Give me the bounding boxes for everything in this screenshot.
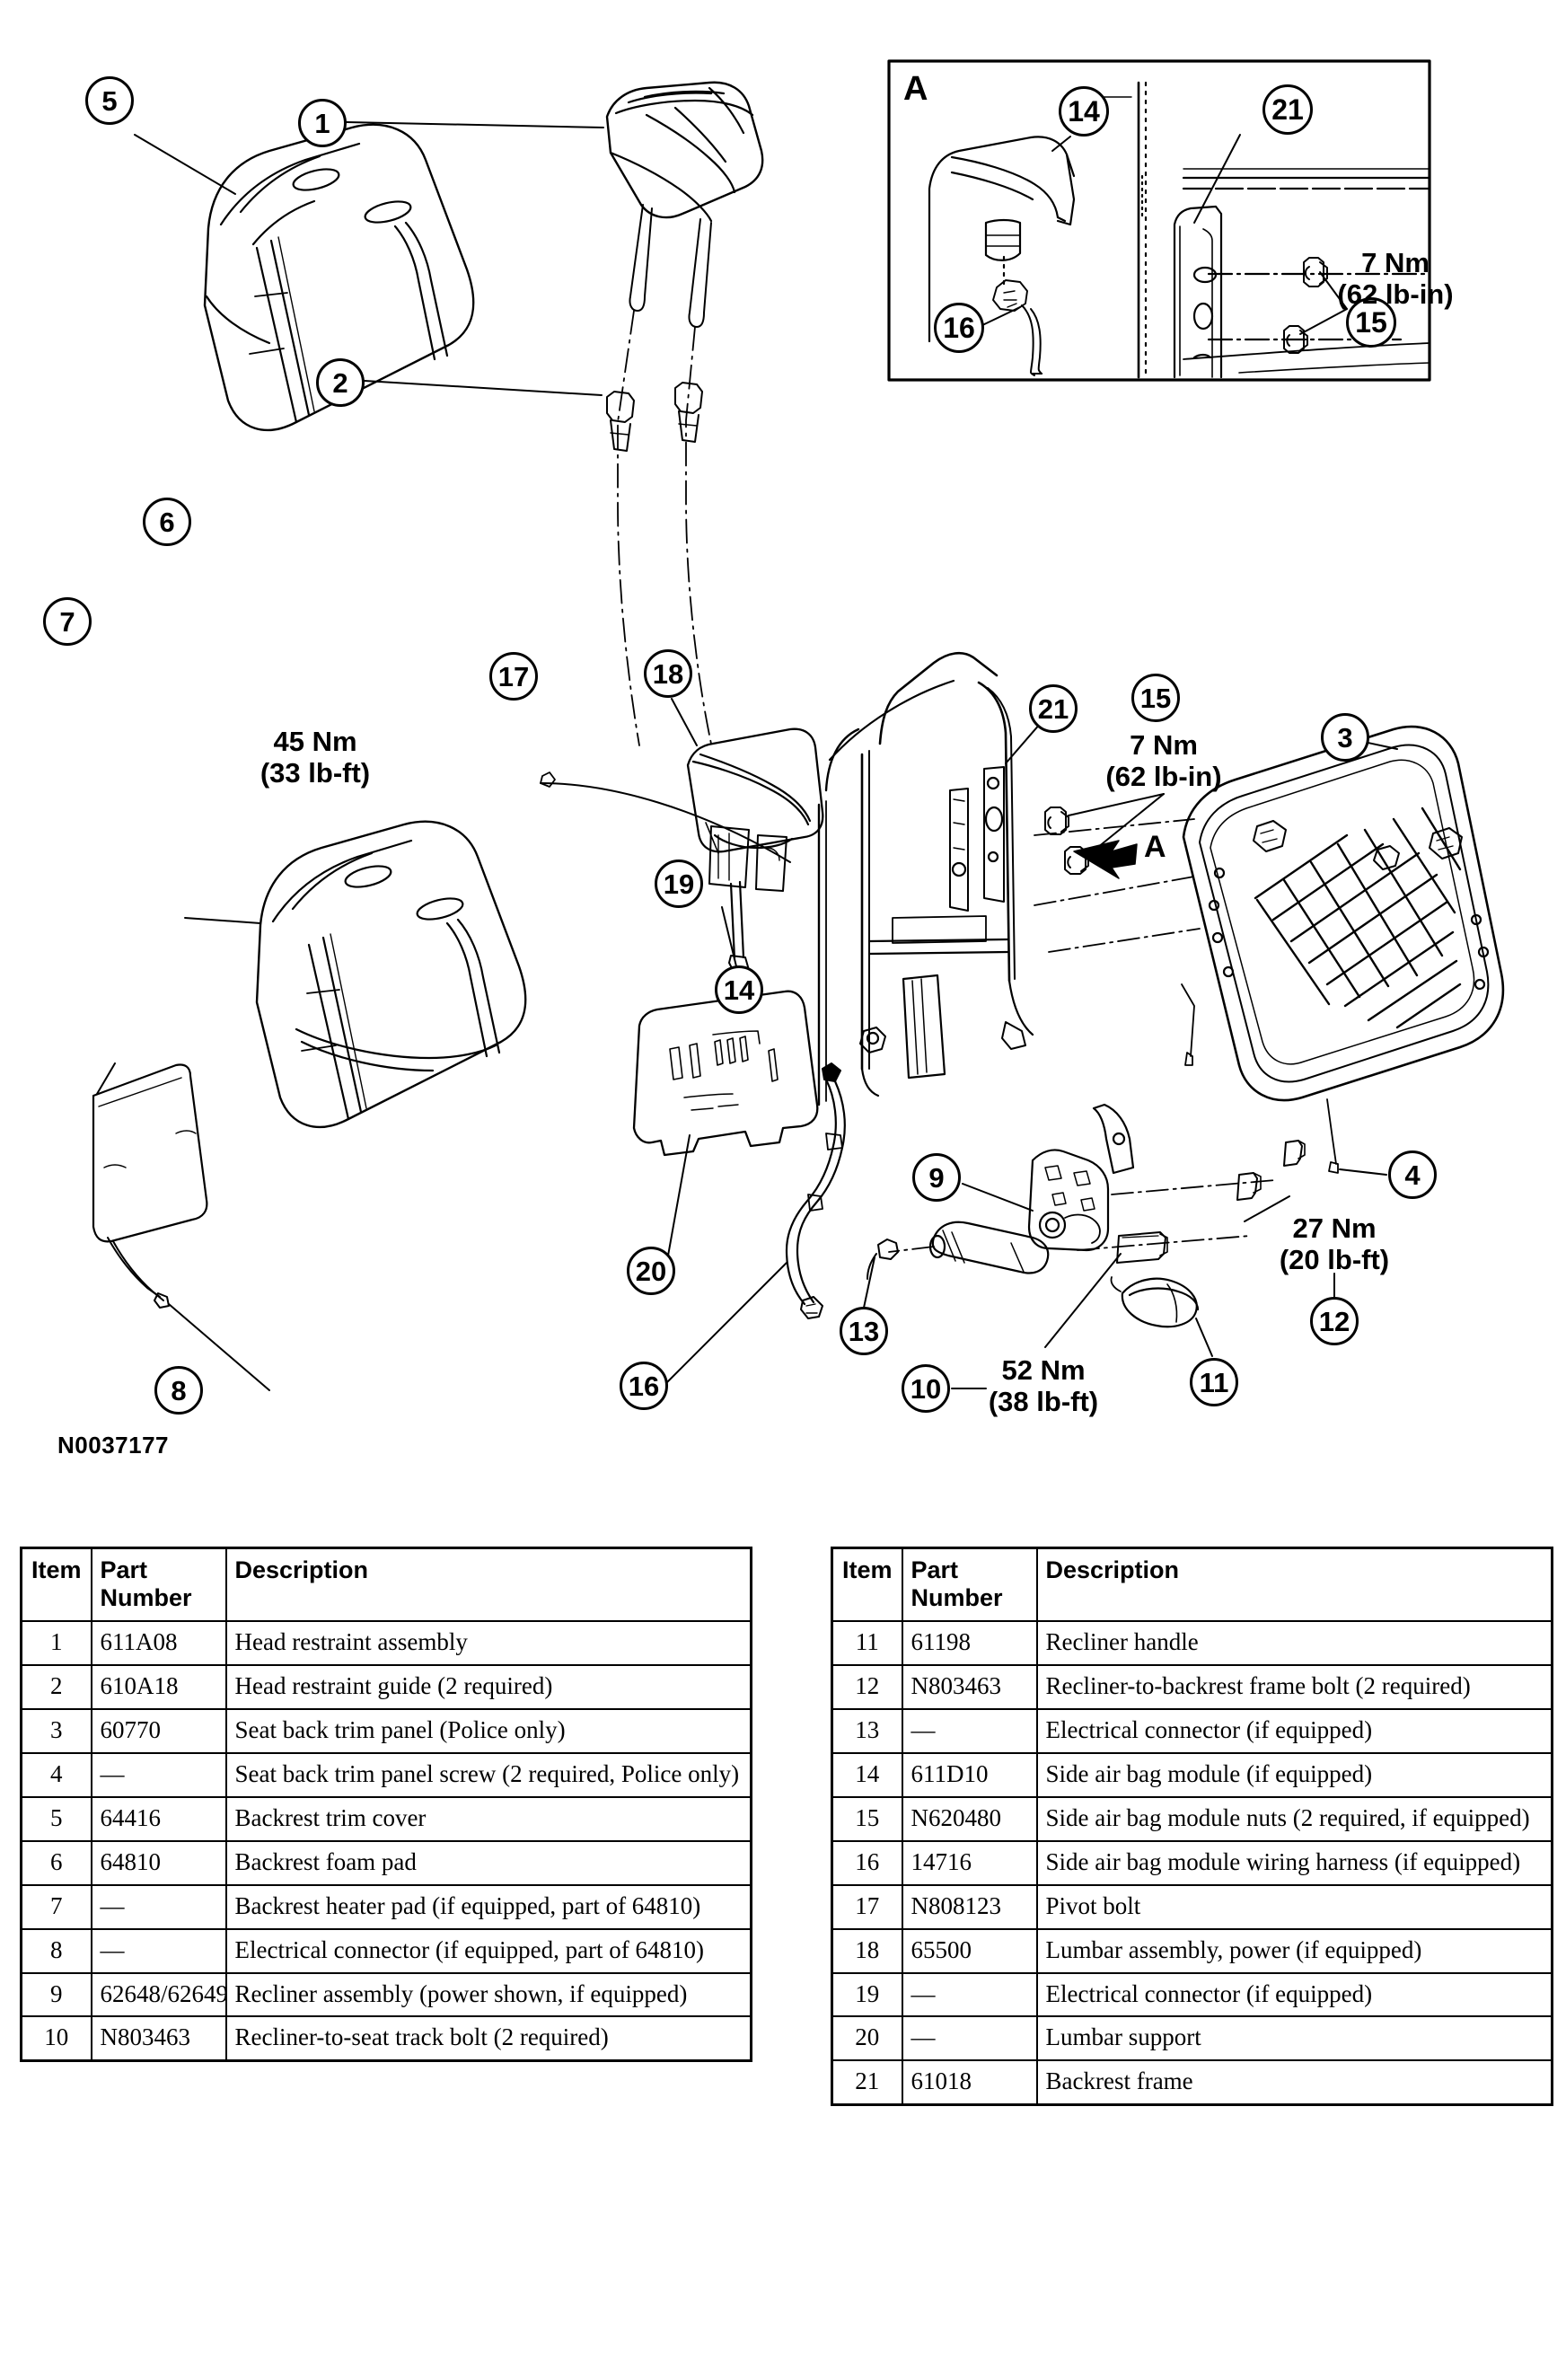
- callout-balloon-19[interactable]: 19: [655, 859, 703, 908]
- cell-description: Lumbar support: [1037, 2016, 1553, 2060]
- callout-balloon-20[interactable]: 20: [627, 1247, 675, 1295]
- parts-table-right: [831, 1547, 1553, 2106]
- cell-part-number: N808123: [902, 1885, 1037, 1929]
- callout-balloon-16[interactable]: 16: [620, 1362, 668, 1410]
- column-header-item: Item: [832, 1548, 902, 1622]
- inset-callout-balloon-21[interactable]: 21: [1262, 84, 1313, 135]
- table-row: [832, 1621, 1553, 1665]
- callout-balloon-15[interactable]: 15: [1131, 674, 1180, 722]
- table-row: [832, 1885, 1553, 1929]
- cell-description: Side air bag module nuts (2 required, if equipped): [1037, 1797, 1553, 1841]
- cell-item: 20: [832, 2016, 902, 2060]
- table-header-row: [22, 1548, 752, 1622]
- cell-item: 15: [832, 1797, 902, 1841]
- table-row: [22, 1885, 752, 1929]
- cell-item: 17: [832, 1885, 902, 1929]
- cell-part-number: 64416: [92, 1797, 226, 1841]
- callout-balloon-8[interactable]: 8: [154, 1366, 203, 1415]
- torque-nm-value: 7 Nm: [1130, 729, 1198, 761]
- callout-balloon-12[interactable]: 12: [1310, 1297, 1359, 1345]
- table-row: [22, 1797, 752, 1841]
- parts-table-right-body: [832, 1621, 1553, 2105]
- table-row: [22, 1621, 752, 1665]
- inset-section-letter: A: [903, 70, 928, 108]
- drawing-number: N0037177: [57, 1432, 169, 1459]
- callout-balloon-11[interactable]: 11: [1190, 1358, 1238, 1406]
- cell-description: Head restraint guide (2 required): [226, 1665, 752, 1709]
- callout-balloon-14[interactable]: 14: [715, 965, 763, 1014]
- parts-table-left: [20, 1547, 752, 2062]
- cell-description: Recliner handle: [1037, 1621, 1553, 1665]
- table-row: [22, 1973, 752, 2017]
- cell-item: 5: [22, 1797, 92, 1841]
- cell-part-number: —: [92, 1929, 226, 1973]
- cell-description: Backrest trim cover: [226, 1797, 752, 1841]
- cell-description: Electrical connector (if equipped): [1037, 1709, 1553, 1753]
- table-row: [22, 1929, 752, 1973]
- table-row: [832, 1973, 1553, 2017]
- cell-item: 7: [22, 1885, 92, 1929]
- torque-spec-track-bolt: [925, 1354, 1162, 1418]
- torque-nm-value: 7 Nm: [1361, 247, 1430, 278]
- cell-item: 8: [22, 1929, 92, 1973]
- section-arrow-letter: A: [1144, 830, 1166, 864]
- cell-item: 16: [832, 1841, 902, 1885]
- callout-balloon-17[interactable]: 17: [489, 652, 538, 701]
- torque-lb-value: (38 lb-ft): [988, 1386, 1099, 1418]
- cell-item: 6: [22, 1841, 92, 1885]
- cell-part-number: 611D10: [902, 1753, 1037, 1797]
- cell-description: Electrical connector (if equipped, part of 64810): [226, 1929, 752, 1973]
- column-header-part-number: Part Number: [92, 1548, 226, 1622]
- table-row: [832, 1753, 1553, 1797]
- parts-table-left-body: [22, 1621, 752, 2061]
- cell-part-number: 61018: [902, 2060, 1037, 2104]
- cell-description: Pivot bolt: [1037, 1885, 1553, 1929]
- table-row: [832, 2060, 1553, 2104]
- cell-description: Electrical connector (if equipped): [1037, 1973, 1553, 2017]
- table-row: [832, 1709, 1553, 1753]
- table-row: [832, 2016, 1553, 2060]
- table-row: [832, 1841, 1553, 1885]
- table-row: [22, 1753, 752, 1797]
- cell-description: Lumbar assembly, power (if equipped): [1037, 1929, 1553, 1973]
- torque-spec-pivot-bolt: [176, 726, 454, 789]
- cell-part-number: —: [902, 2016, 1037, 2060]
- cell-description: Backrest frame: [1037, 2060, 1553, 2104]
- cell-description: Side air bag module wiring harness (if equipped): [1037, 1841, 1553, 1885]
- torque-lb-value: (62 lb-in): [1105, 761, 1222, 793]
- cell-description: Head restraint assembly: [226, 1621, 752, 1665]
- cell-item: 10: [22, 2016, 92, 2060]
- table-header-row: [832, 1548, 1553, 1622]
- inset-callout-balloon-15[interactable]: 15: [1346, 297, 1396, 348]
- cell-item: 1: [22, 1621, 92, 1665]
- callout-balloon-10[interactable]: 10: [902, 1364, 950, 1413]
- callout-balloon-2[interactable]: 2: [316, 358, 365, 407]
- callout-balloon-21[interactable]: 21: [1029, 684, 1078, 733]
- callout-balloon-13[interactable]: 13: [840, 1307, 888, 1355]
- cell-item: 2: [22, 1665, 92, 1709]
- cell-description: Recliner assembly (power shown, if equipped): [226, 1973, 752, 2017]
- cell-item: 18: [832, 1929, 902, 1973]
- callout-balloon-6[interactable]: 6: [143, 498, 191, 546]
- inset-torque-spec-airbag-nuts: [1284, 247, 1507, 311]
- cell-part-number: 65500: [902, 1929, 1037, 1973]
- torque-lb-value: (33 lb-ft): [260, 757, 371, 789]
- table-row: [22, 1709, 752, 1753]
- inset-callout-balloon-16[interactable]: 16: [934, 303, 984, 353]
- cell-item: 11: [832, 1621, 902, 1665]
- callout-balloon-18[interactable]: 18: [644, 649, 692, 698]
- table-row: [22, 2016, 752, 2060]
- cell-part-number: 14716: [902, 1841, 1037, 1885]
- torque-spec-backrest-bolt: [1216, 1212, 1453, 1276]
- cell-item: 21: [832, 2060, 902, 2104]
- cell-item: 4: [22, 1753, 92, 1797]
- cell-part-number: —: [92, 1753, 226, 1797]
- cell-item: 14: [832, 1753, 902, 1797]
- cell-part-number: N620480: [902, 1797, 1037, 1841]
- callout-balloon-7[interactable]: 7: [43, 597, 92, 646]
- torque-spec-airbag-nuts: [1045, 729, 1282, 793]
- cell-part-number: 61198: [902, 1621, 1037, 1665]
- column-header-description: Description: [226, 1548, 752, 1622]
- callout-balloon-1[interactable]: 1: [298, 99, 347, 147]
- cell-item: 19: [832, 1973, 902, 2017]
- cell-item: 3: [22, 1709, 92, 1753]
- cell-description: Backrest foam pad: [226, 1841, 752, 1885]
- column-header-item: Item: [22, 1548, 92, 1622]
- cell-item: 9: [22, 1973, 92, 2017]
- cell-description: Backrest heater pad (if equipped, part of 64810): [226, 1885, 752, 1929]
- column-header-description: Description: [1037, 1548, 1553, 1622]
- callout-balloon-9[interactable]: 9: [912, 1153, 961, 1202]
- column-header-part-number: Part Number: [902, 1548, 1037, 1622]
- cell-part-number: 611A08: [92, 1621, 226, 1665]
- torque-lb-value: (20 lb-ft): [1279, 1244, 1390, 1276]
- table-row: [832, 1797, 1553, 1841]
- callout-balloon-3[interactable]: 3: [1321, 713, 1369, 762]
- cell-part-number: 610A18: [92, 1665, 226, 1709]
- cell-part-number: N803463: [902, 1665, 1037, 1709]
- torque-nm-value: 27 Nm: [1292, 1212, 1377, 1244]
- cell-description: Recliner-to-backrest frame bolt (2 required): [1037, 1665, 1553, 1709]
- callout-balloon-4[interactable]: 4: [1388, 1150, 1437, 1199]
- cell-description: Recliner-to-seat track bolt (2 required): [226, 2016, 752, 2060]
- torque-lb-value: (62 lb-in): [1337, 278, 1454, 311]
- cell-description: Side air bag module (if equipped): [1037, 1753, 1553, 1797]
- cell-part-number: N803463: [92, 2016, 226, 2060]
- cell-part-number: —: [92, 1885, 226, 1929]
- torque-nm-value: 45 Nm: [273, 726, 357, 757]
- cell-part-number: 62648/62649: [92, 1973, 226, 2017]
- torque-nm-value: 52 Nm: [1001, 1354, 1086, 1386]
- inset-callout-balloon-14[interactable]: 14: [1059, 86, 1109, 137]
- cell-description: Seat back trim panel screw (2 required, Police only): [226, 1753, 752, 1797]
- cell-item: 13: [832, 1709, 902, 1753]
- cell-part-number: —: [902, 1973, 1037, 2017]
- table-row: [832, 1929, 1553, 1973]
- table-row: [832, 1665, 1553, 1709]
- cell-description: Seat back trim panel (Police only): [226, 1709, 752, 1753]
- table-row: [22, 1841, 752, 1885]
- cell-item: 12: [832, 1665, 902, 1709]
- cell-part-number: 64810: [92, 1841, 226, 1885]
- callout-balloon-5[interactable]: 5: [85, 76, 134, 125]
- cell-part-number: 60770: [92, 1709, 226, 1753]
- table-row: [22, 1665, 752, 1709]
- cell-part-number: —: [902, 1709, 1037, 1753]
